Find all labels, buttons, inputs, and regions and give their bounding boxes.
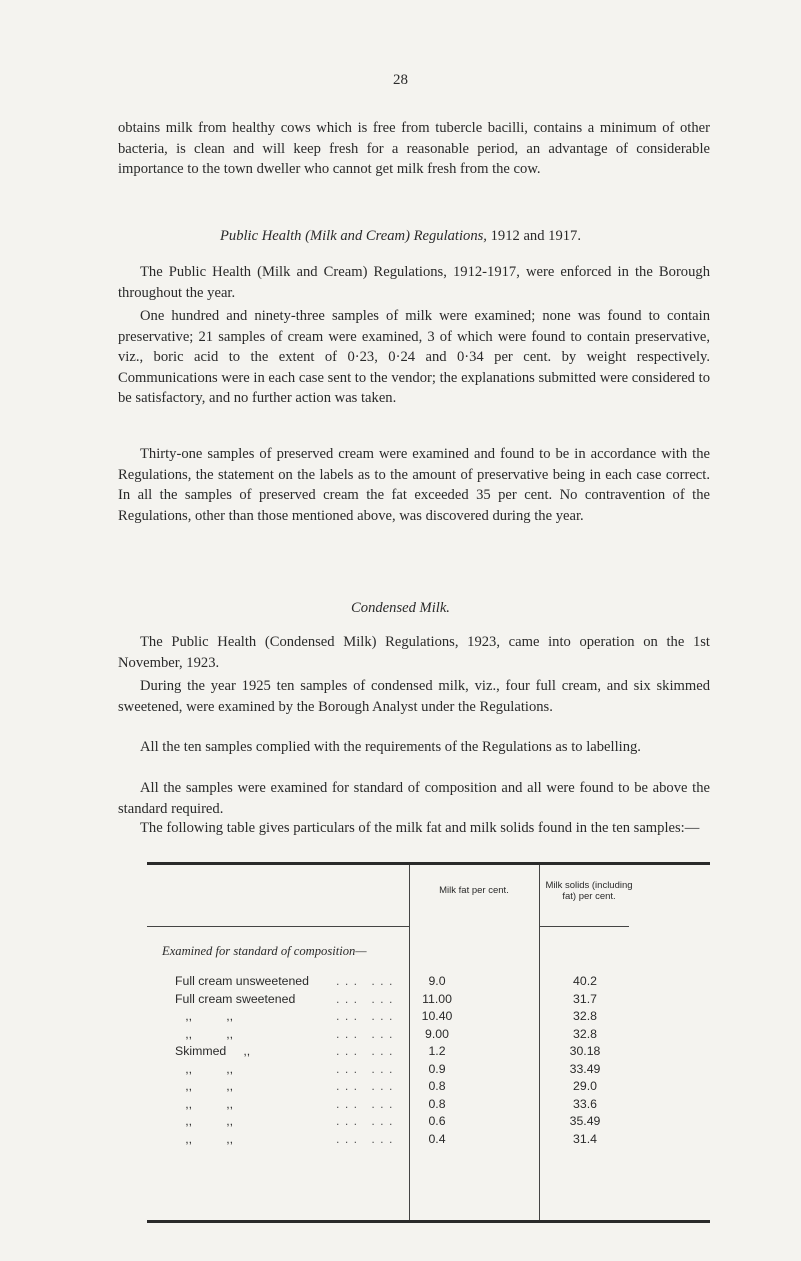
- condensed-paragraph-3: All the ten samples complied with the requirements of the Regulations as to labelling.: [140, 739, 641, 755]
- table-row: [147, 1062, 710, 1078]
- milk-solids-value: 33.6: [573, 1096, 597, 1111]
- row-leader-dots: . . . . . .: [336, 1009, 394, 1023]
- milk-fat-value: 0.9: [428, 1061, 446, 1076]
- milk-fat-value: 0.4: [428, 1131, 446, 1146]
- row-leader-dots: . . . . . .: [336, 1061, 394, 1076]
- milk-solids-value: 32.8: [573, 1026, 597, 1041]
- row-leader-dots: . . . . . .: [336, 1079, 394, 1093]
- table-row: [147, 1079, 710, 1095]
- table-row: [147, 1044, 710, 1060]
- milk-solids-value: 29.0: [573, 1079, 597, 1093]
- row-label: ,, ,,: [175, 1079, 234, 1093]
- table-row: [147, 1097, 710, 1113]
- table-row: [147, 1132, 710, 1148]
- row-leader-dots: . . . . . .: [336, 1026, 394, 1041]
- milk-solids-value: 32.8: [573, 1009, 597, 1023]
- row-label: Full cream sweetened: [175, 991, 296, 1006]
- row-leader-dots: . . . . . .: [336, 974, 394, 988]
- milk-fat-value: 0.8: [428, 1079, 446, 1093]
- milk-solids-value: 31.4: [573, 1131, 597, 1146]
- intro-paragraph: obtains milk from healthy cows which is free from tubercle bacilli, contains a minimum of other bacteria, is clean and will keep fresh for a reasonable period, an advantage of considerable importance to the town dweller who cannot get milk fresh from the cow.: [118, 120, 710, 177]
- section-label: Examined for standard of composition—: [162, 944, 367, 958]
- milk-fat-column-header: Milk fat per cent.: [439, 885, 509, 896]
- table-column-divider-1: [409, 865, 410, 1220]
- milk-cream-paragraph-2: One hundred and ninety-three samples of milk were examined; none was found to contain preservative; 21 samples of cream were examined, 3 of which were found to contain preservative, viz., boric acid to the extent of 0·23, 0·24 and 0·34 per cent. by weight respectively. Communications were in each case sent to the vendor; the explanations submitted were considered to be satisfactory, and no further action was taken.: [118, 308, 710, 406]
- row-label: ,, ,,: [175, 1026, 234, 1041]
- milk-solids-value: 30.18: [569, 1044, 601, 1058]
- milk-cream-heading-years: 1912 and 1917.: [490, 228, 582, 244]
- page-number: 28: [393, 72, 408, 88]
- row-label: ,, ,,: [175, 1096, 234, 1111]
- milk-solids-value: 33.49: [569, 1061, 601, 1076]
- row-label: Skimmed ,,: [175, 1044, 251, 1058]
- condensed-paragraph-4: All the samples were examined for standard of composition and all were found to be above the standard required.: [118, 780, 710, 817]
- table-top-rule: [147, 862, 710, 865]
- milk-fat-value: 10.40: [421, 1009, 453, 1023]
- row-leader-dots: . . . . . .: [336, 991, 394, 1006]
- milk-fat-value: 0.6: [428, 1114, 446, 1128]
- milk-solids-value: 40.2: [573, 974, 597, 988]
- table-header-underline-1: [147, 926, 409, 927]
- milk-cream-paragraph-3: Thirty-one samples of preserved cream were examined and found to be in accordance with the Regulations, the statement on the labels as to the amount of preservative being in each case correct. In all the samples of preserved cream the fat exceeded 35 per cent. No contravention of the Regulations, other than those mentioned above, was discovered during the year.: [118, 446, 710, 524]
- milk-cream-paragraph-1: The Public Health (Milk and Cream) Regulations, 1912-1917, were enforced in the Borough throughout the year.: [118, 264, 710, 301]
- table-bottom-rule: [147, 1220, 710, 1223]
- milk-fat-value: 9.0: [428, 974, 446, 988]
- row-leader-dots: . . . . . .: [336, 1131, 394, 1146]
- milk-solids-value: 31.7: [573, 991, 597, 1006]
- milk-fat-value: 9.00: [425, 1026, 449, 1041]
- milk-solids-value: 35.49: [569, 1114, 601, 1128]
- condensed-paragraph-5: The following table gives particulars of the milk fat and milk solids found in the ten samples:—: [140, 820, 700, 836]
- row-label: ,, ,,: [175, 1131, 234, 1146]
- milk-fat-value: 0.8: [428, 1096, 446, 1111]
- row-leader-dots: . . . . . .: [336, 1044, 394, 1058]
- table-column-divider-2: [539, 865, 540, 1220]
- table-row: [147, 974, 710, 990]
- row-label: ,, ,,: [175, 1114, 234, 1128]
- condensed-paragraph-2: During the year 1925 ten samples of condensed milk, viz., four full cream, and six skimmed sweetened, were examined by the Borough Analyst under the Regulations.: [118, 678, 710, 715]
- milk-cream-heading-main: Public Health (Milk and Cream) Regulations,: [219, 228, 487, 244]
- table-row: [147, 992, 710, 1008]
- table-header-underline-2: [539, 926, 629, 927]
- row-leader-dots: . . . . . .: [336, 1114, 394, 1128]
- milk-cream-heading: [0, 228, 801, 245]
- condensed-paragraph-1: The Public Health (Condensed Milk) Regulations, 1923, came into operation on the 1st November, 1923.: [118, 634, 710, 671]
- row-leader-dots: . . . . . .: [336, 1096, 394, 1111]
- table-row: [147, 1027, 710, 1043]
- condensed-milk-heading: Condensed Milk.: [351, 600, 450, 616]
- table-row: [147, 1009, 710, 1025]
- table-row: [147, 1114, 710, 1130]
- row-label: ,, ,,: [175, 1009, 234, 1023]
- row-label: Full cream unsweetened: [175, 974, 309, 988]
- row-label: ,, ,,: [175, 1061, 234, 1076]
- milk-fat-value: 11.00: [422, 991, 452, 1006]
- milk-fat-value: 1.2: [428, 1044, 446, 1058]
- milk-solids-column-header: Milk solids (including fat) per cent.: [545, 880, 633, 902]
